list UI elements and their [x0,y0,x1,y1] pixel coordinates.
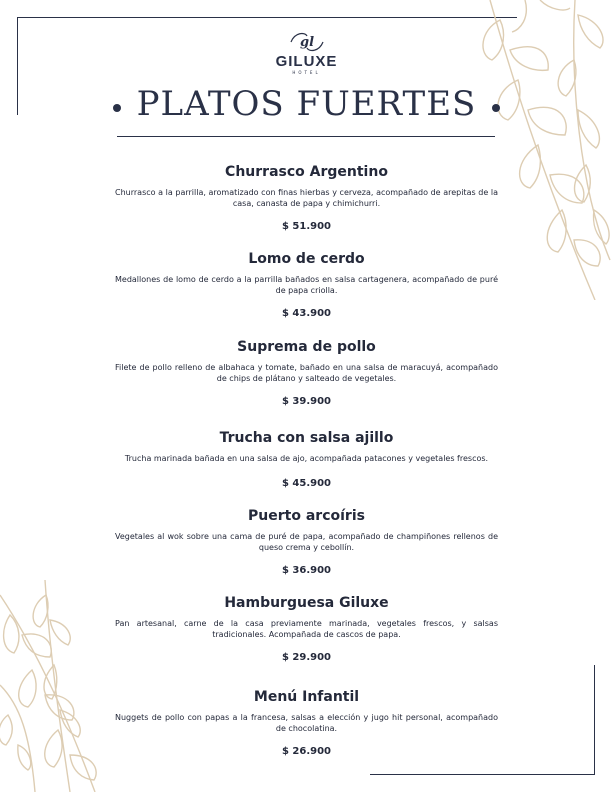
dish-price: $ 29.900 [281,652,332,663]
menu-item [115,507,498,577]
dish-price: $ 26.900 [281,746,332,757]
frame-line-right [594,665,595,775]
dish-price: $ 39.900 [281,396,332,407]
dish-price: $ 45.900 [281,478,332,489]
brand-subtitle: HOTEL [292,70,321,75]
dish-name: Menú Infantil [253,689,360,705]
dish-description: Vegetales al wok sobre una cama de puré de papa, acompañado de champiñones rellenos de queso crema y cebollín. [115,532,498,552]
menu-item [115,594,498,664]
menu-item [115,338,498,408]
dish-description: Filete de pollo relleno de albahaca y tomate, bañado en una salsa de maracuyá, acompañado de chips de plátano y salteado de vegetales. [115,363,498,383]
menu-item [115,429,498,490]
hotel-logo [0,30,613,76]
dish-name: Churrasco Argentino [225,164,388,180]
monogram-icon [289,30,325,54]
title-divider [117,136,495,137]
page-title-row [0,84,613,124]
dish-description: Medallones de lomo de cerdo a la parrilla bañados en salsa cartagenera, acompañado de puré de papa criolla. [115,275,498,295]
dish-description: Nuggets de pollo con papas a la francesa, salsas a elección y jugo hit personal, acompañado de chocolatina. [115,713,498,733]
title-bullet-right [492,104,500,112]
dish-name: Lomo de cerdo [248,251,365,267]
menu-item [115,250,498,320]
page-title: PLATOS FUERTES [136,84,477,124]
title-bullet-left [113,104,121,112]
brand-name: GILUXE [275,53,338,70]
dish-price: $ 43.900 [281,308,332,319]
frame-line-top [17,17,517,18]
botanical-bottom-left-illustration [0,575,130,792]
dish-name: Trucha con salsa ajillo [219,430,394,446]
dish-price: $ 36.900 [281,565,332,576]
dish-name: Puerto arcoíris [248,508,365,524]
dish-price: $ 51.900 [281,221,332,232]
dish-name: Hamburguesa Giluxe [224,595,389,611]
dish-description: Pan artesanal, carne de la casa previamente marinada, vegetales frescos, y salsas tradicionales. Acompañada de cascos de papa. [115,619,498,639]
monogram-text: gl [299,35,314,50]
dish-description: Churrasco a la parrilla, aromatizado con finas hierbas y cerveza, acompañado de arepitas de la casa, canasta de papa y chimichurri. [115,188,498,208]
menu-item [115,688,498,758]
dish-description: Trucha marinada bañada en una salsa de ajo, acompañada patacones y vegetales frescos. [124,454,489,463]
menu-item [115,163,498,233]
dish-name: Suprema de pollo [237,339,376,355]
frame-line-bottom [370,774,595,775]
